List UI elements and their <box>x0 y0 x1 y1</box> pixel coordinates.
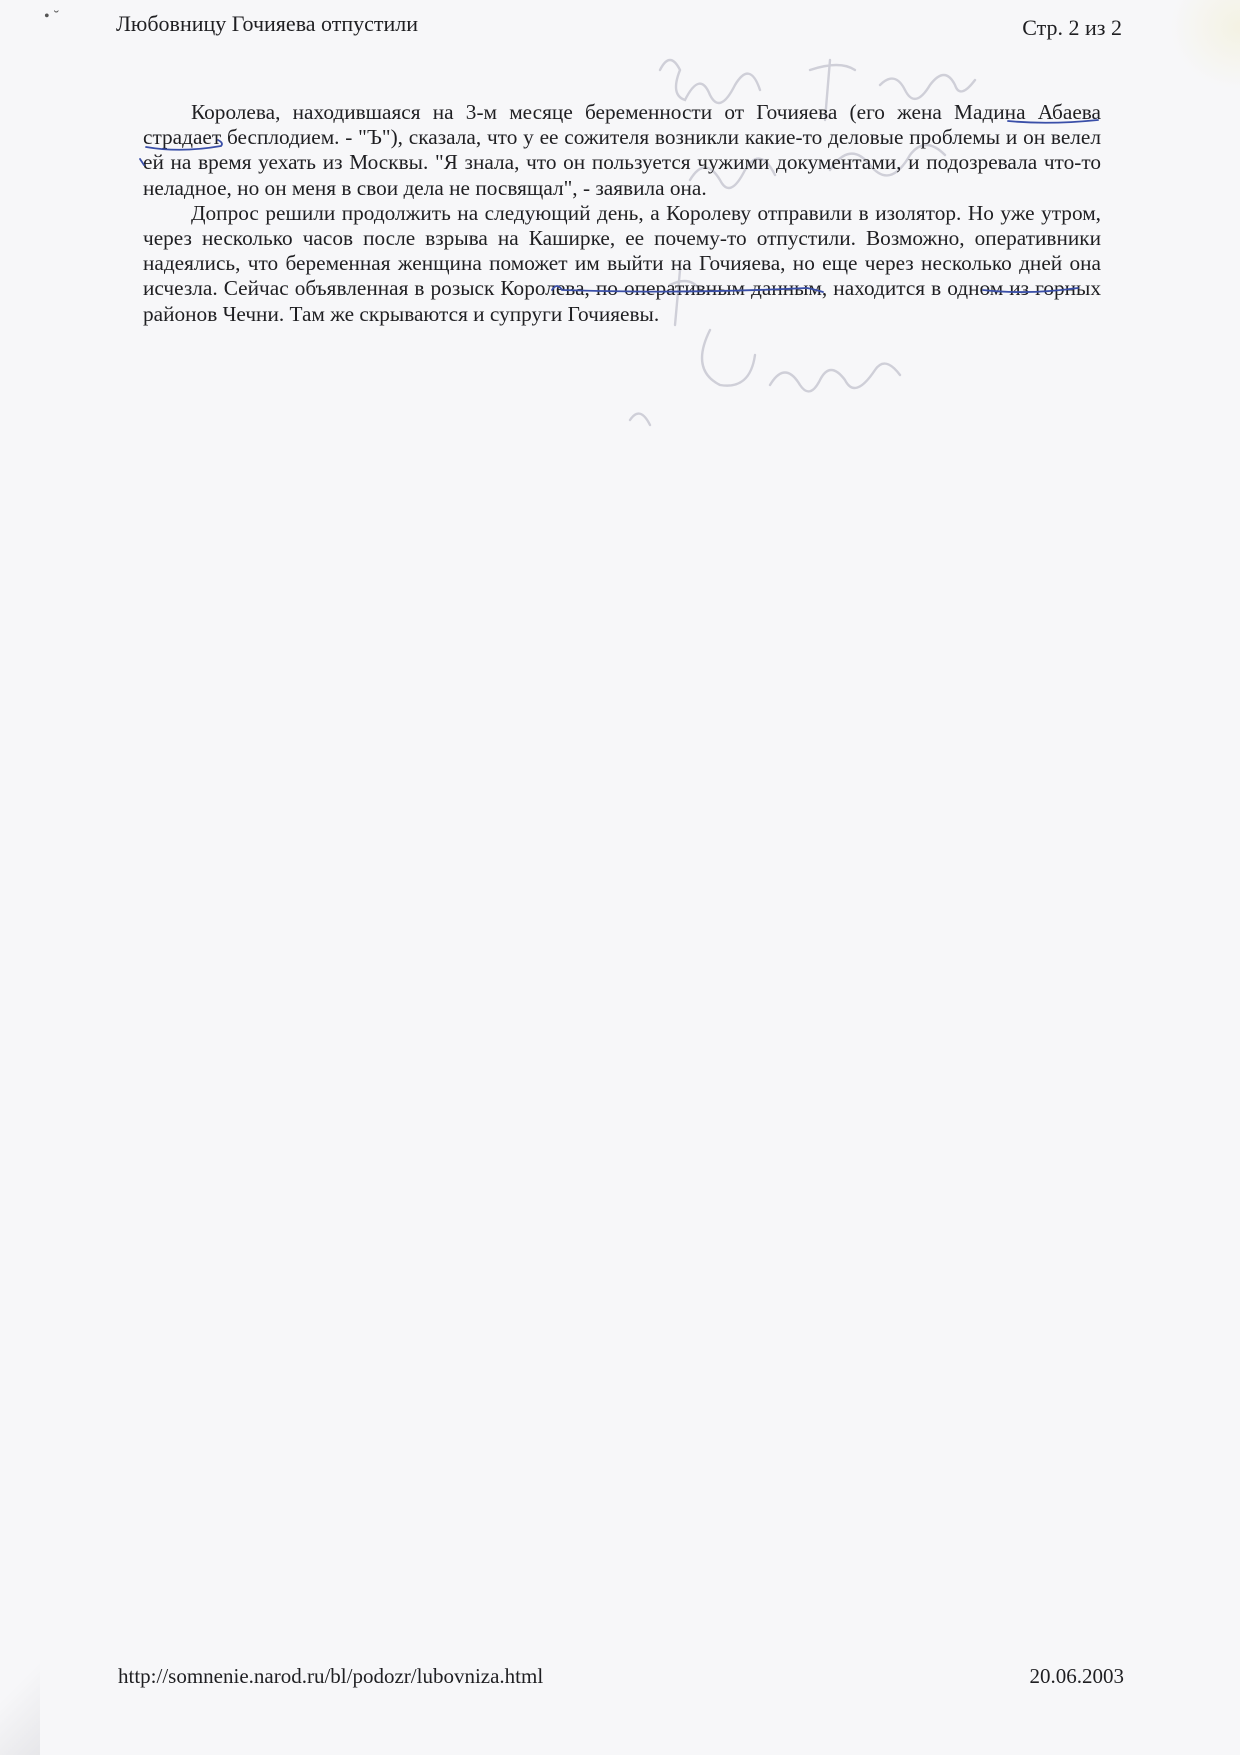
paragraph-1: Королева, находившаяся на 3-м месяце беременности от Гочияева (его жена Мадина Абаева страдает бесплодием. - "Ъ"), сказала, что у ее сожителя возникли какие-то деловые проблемы и он велел ей на время уехать из Москвы. "Я знала, что он пользуется чужими документами, и подозревала что-то неладное, но он меня в свои дела не посвящал", - заявила она. <box>143 100 1101 200</box>
paper-corner <box>0 1640 40 1755</box>
article-body <box>143 100 1101 327</box>
footer-url: http://somnenie.narod.ru/bl/podozr/lubovniza.html <box>118 1664 544 1688</box>
page-number: Стр. 2 из 2 <box>1022 15 1122 40</box>
paragraph-2: Допрос решили продолжить на следующий день, а Королеву отправили в изолятор. Но уже утром, через несколько часов после взрыва на Каширке, ее почему-то отпустили. Возможно, оперативники надеялись, что беременная женщина поможет им выйти на Гочияева, но еще через несколько дней она исчезла. Сейчас объявленная в розыск Королева, по оперативным данным, находится в одном из горных районов Чечни. Там же скрываются и супруги Гочияевы. <box>143 200 1101 326</box>
corner-marks: • ˘ <box>44 8 59 25</box>
header-title: Любовницу Гочияева отпустили <box>116 11 419 36</box>
paper-stain <box>1170 0 1240 90</box>
footer-date: 20.06.2003 <box>1029 1664 1124 1688</box>
